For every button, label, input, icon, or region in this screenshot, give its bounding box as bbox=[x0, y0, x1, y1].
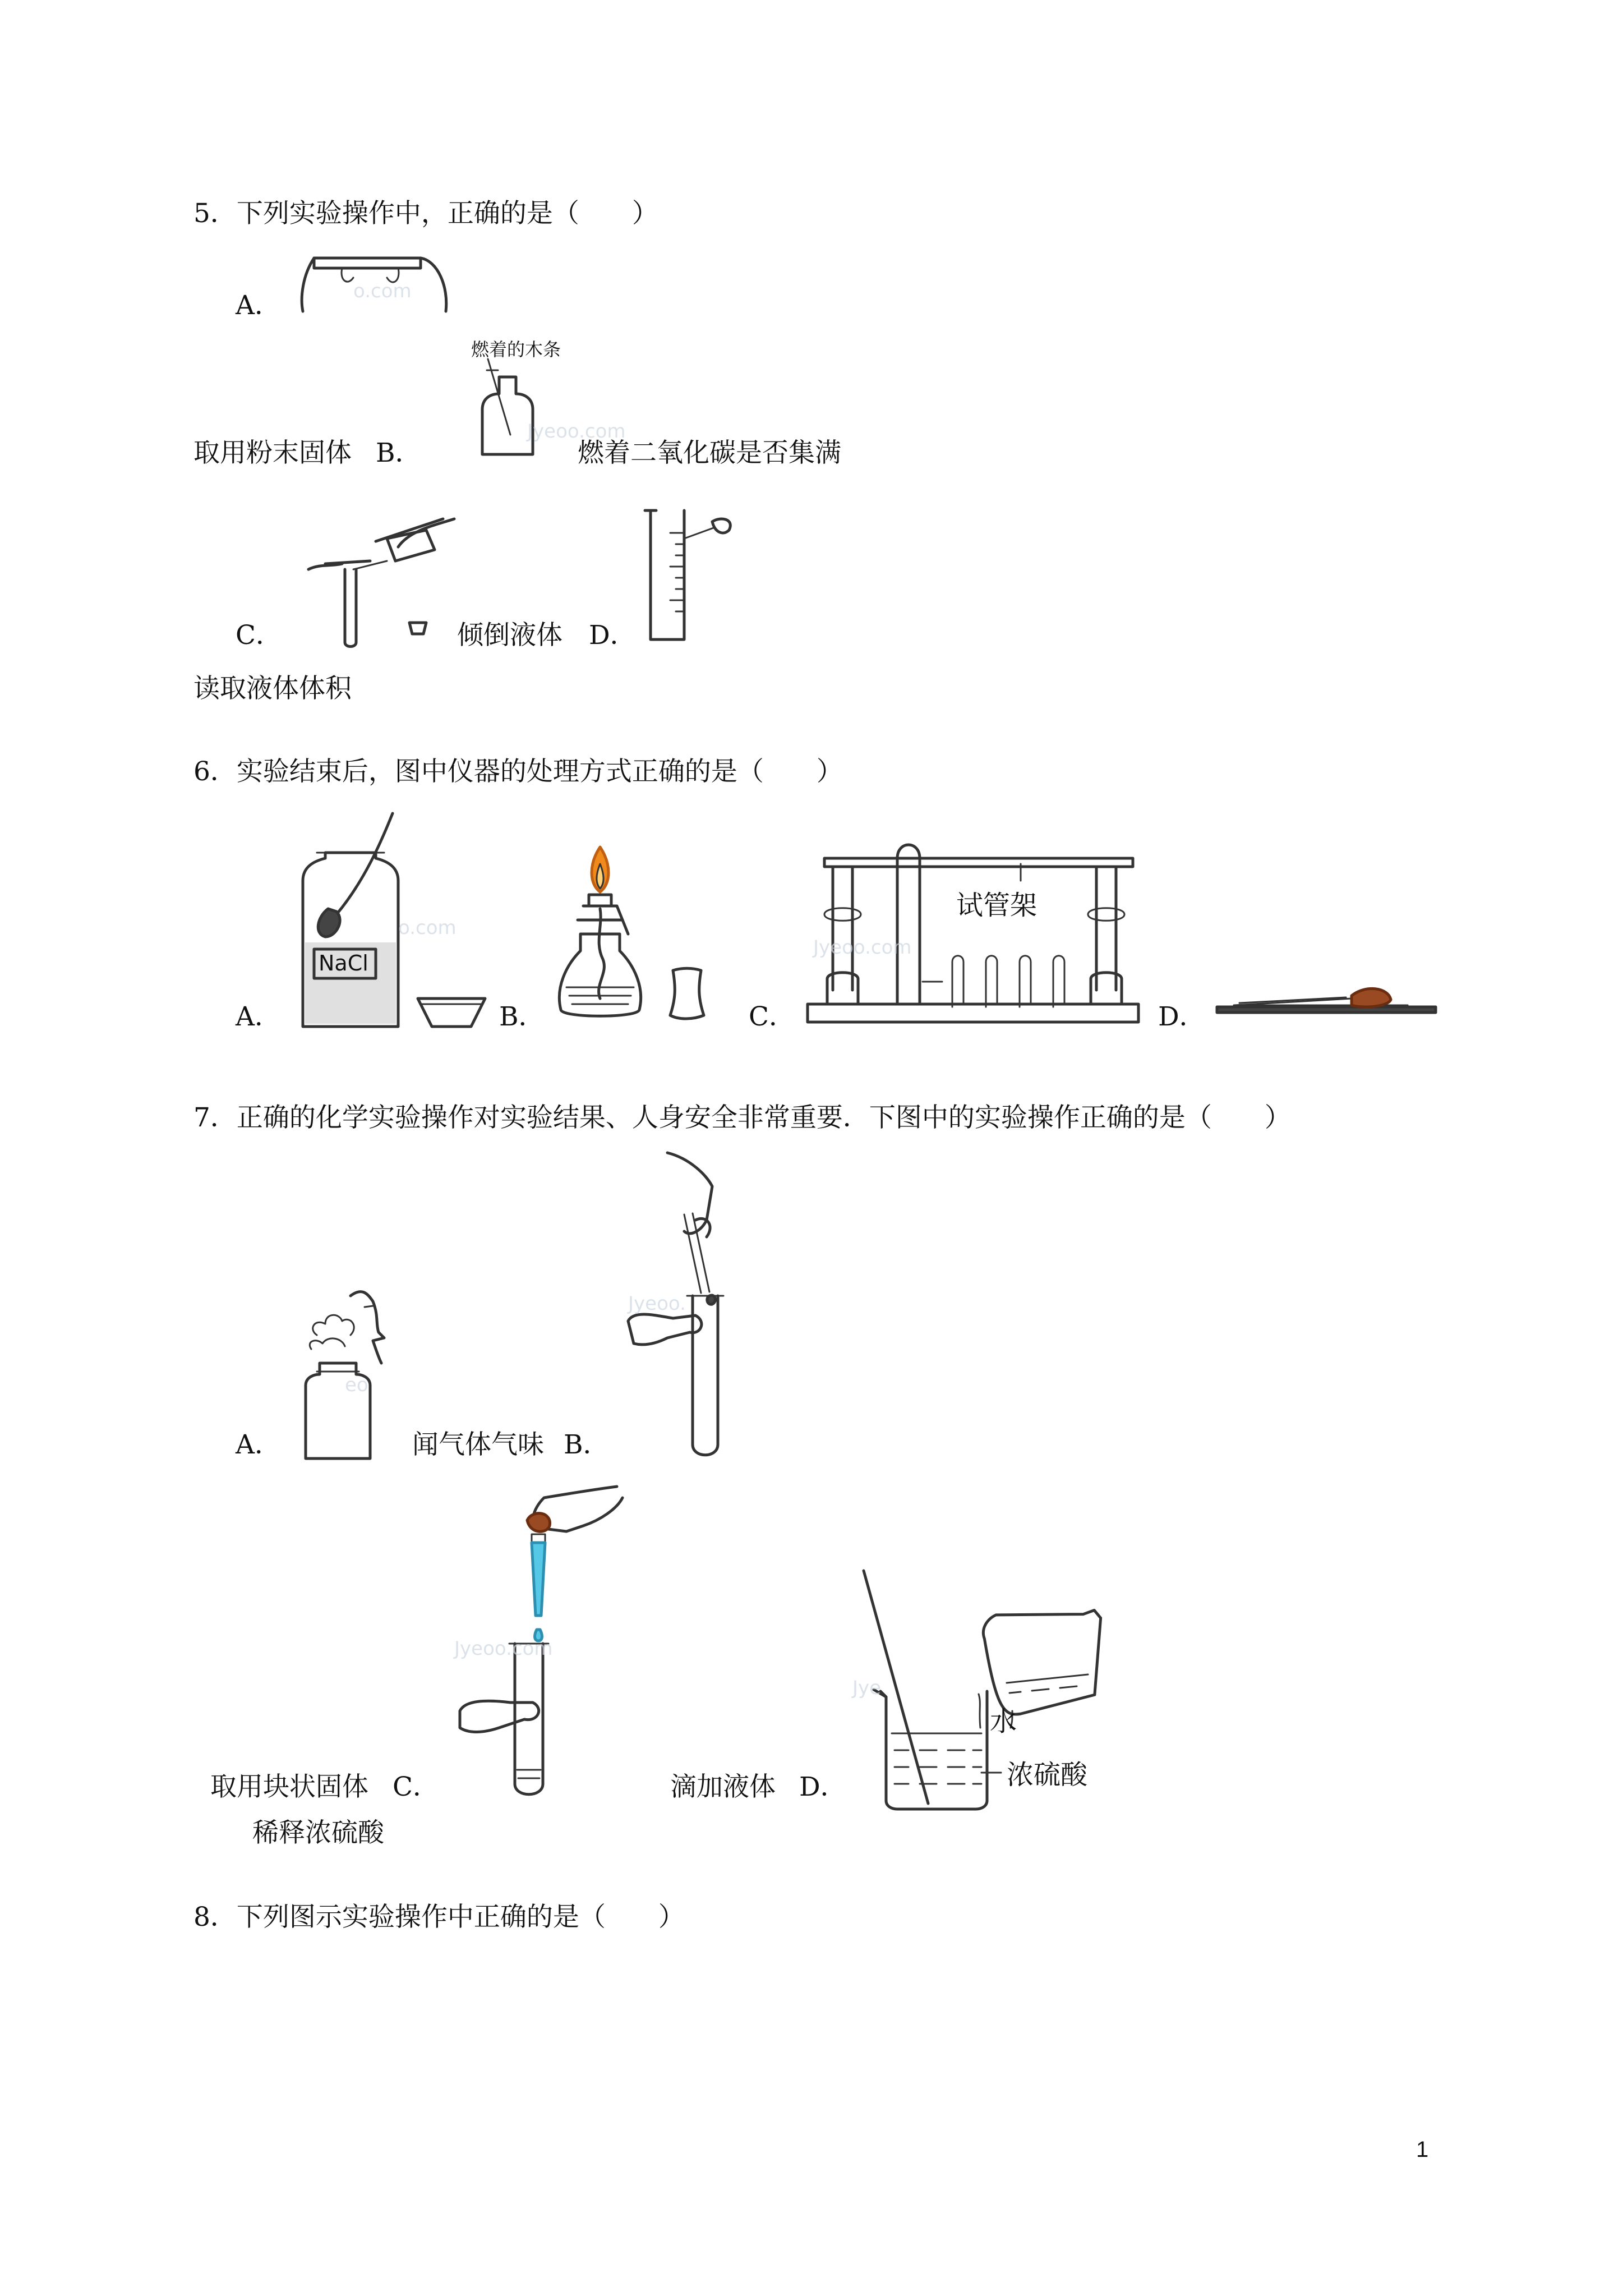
q7-stem: 7．正确的化学实验操作对实验结果、人身安全非常重要．下图中的实验操作正确的是（ ） bbox=[193, 1102, 1291, 1133]
q7-d-conc-sulfuric-acid-label: 浓硫酸 bbox=[1007, 1759, 1088, 1791]
q5-option-c-label: C． bbox=[236, 620, 282, 651]
q5-option-a-label: A． bbox=[236, 290, 281, 321]
q5-option-d-label: D． bbox=[589, 620, 637, 651]
q7-option-a-label: A． bbox=[236, 1429, 281, 1460]
q7-option-d-label: D． bbox=[799, 1772, 847, 1802]
q7-option-b-label: B． bbox=[564, 1429, 610, 1460]
svg-text:Jyeoo.com: Jyeoo.com bbox=[813, 936, 912, 959]
svg-text:Jyeoo.com: Jyeoo.com bbox=[527, 420, 626, 443]
q6-option-a-label: A． bbox=[236, 1001, 281, 1032]
q7-option-c-label: C． bbox=[393, 1772, 439, 1802]
q8-stem: 8．下列图示实验操作中正确的是（ ） bbox=[193, 1902, 685, 1932]
q6-option-d-label: D． bbox=[1158, 1001, 1206, 1032]
q5-option-a-caption: 取用粉末固体 bbox=[193, 438, 352, 468]
q5-option-d-caption: 读取液体体积 bbox=[193, 673, 352, 704]
q6-stem: 6．实验结束后，图中仪器的处理方式正确的是（ ） bbox=[193, 756, 843, 787]
q6-d-dropper-on-table-figure bbox=[1217, 965, 1436, 1021]
q7-option-b-caption: 取用块状固体 bbox=[210, 1772, 368, 1802]
svg-text:o.com: o.com bbox=[398, 917, 457, 939]
q7-option-a-caption: 闻气体气味 bbox=[412, 1429, 544, 1460]
svg-text:o.com: o.com bbox=[353, 280, 412, 302]
q5-option-b-caption: 燃着二氧化碳是否集满 bbox=[578, 438, 841, 468]
q5-stem: 5．下列实验操作中，正确的是（ ） bbox=[193, 198, 658, 229]
q6-c-test-tube-rack-figure bbox=[808, 841, 1150, 1032]
q7-option-d-caption: 稀释浓硫酸 bbox=[252, 1818, 384, 1848]
svg-text:Jyeoo.com: Jyeoo.com bbox=[454, 1637, 553, 1660]
svg-text:Jye: Jye bbox=[852, 1677, 882, 1699]
q7-d-dilute-acid-figure bbox=[852, 1565, 1166, 1818]
page-number: 1 bbox=[1416, 2137, 1429, 2162]
q7-d-water-label: 水 bbox=[990, 1706, 1017, 1737]
q6-option-c-label: C． bbox=[749, 1001, 795, 1032]
q5-b-burning-stick-label: 燃着的木条 bbox=[471, 339, 561, 360]
q6-a-nacl-bottle-figure bbox=[292, 802, 505, 1027]
q5-option-c-caption: 倾倒液体 bbox=[457, 620, 562, 651]
q6-c-rack-label: 试管架 bbox=[956, 890, 1038, 921]
q6-a-nacl-label-text: NaCl bbox=[319, 951, 368, 976]
q6-b-alcohol-lamp-figure bbox=[555, 830, 740, 1027]
q5-d-graduated-cylinder-figure bbox=[645, 505, 740, 645]
q5-option-b-label: B． bbox=[376, 438, 422, 468]
svg-text:eo: eo bbox=[345, 1374, 368, 1396]
q6-option-b-label: B． bbox=[499, 1001, 545, 1032]
q7-option-c-caption: 滴加液体 bbox=[670, 1772, 776, 1802]
q5-c-pour-liquid-figure bbox=[297, 508, 460, 648]
svg-text:Jyeoo.: Jyeoo. bbox=[628, 1292, 686, 1315]
q5-a-powder-test-tube-figure bbox=[292, 236, 460, 314]
q7-b-block-solid-figure bbox=[623, 1153, 757, 1461]
q7-c-drop-liquid-figure bbox=[449, 1487, 628, 1801]
